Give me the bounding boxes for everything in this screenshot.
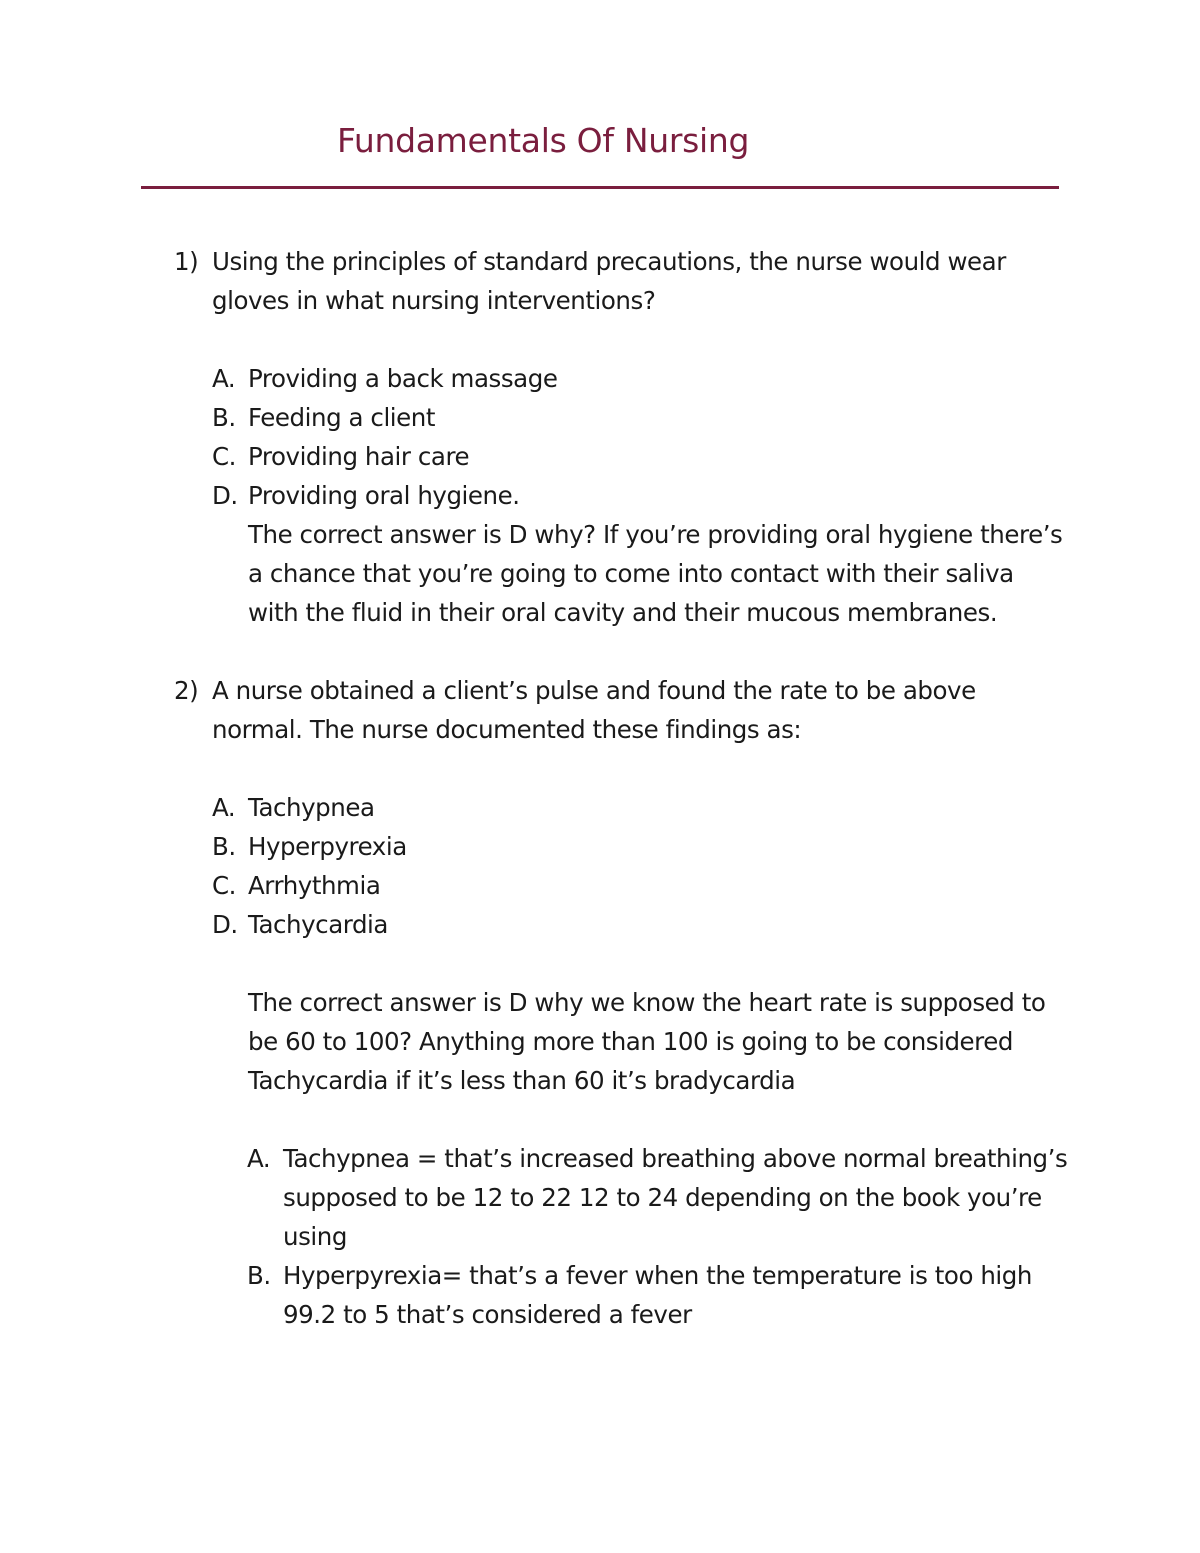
option-text: Feeding a client	[248, 403, 436, 432]
answer-explanation: The correct answer is D why? If you’re providing oral hygiene there’s a chance that you’re going to come into contact with their saliva with the fluid in their oral cavity and their mucous membranes.	[248, 520, 1063, 627]
question-text: A nurse obtained a client’s pulse and found the rate to be above normal. The nurse documented these findings as:	[212, 676, 976, 744]
question-number: 1)	[174, 247, 199, 276]
option-text: Providing hair care	[248, 442, 470, 471]
option-letter: A.	[212, 793, 236, 822]
answer-explanation: The correct answer is D why we know the heart rate is supposed to be 60 to 100? Anything more than 100 is going to be considered Tachycardia if it’s less than 60 it’s bradycardia	[248, 988, 1046, 1095]
answer-option-d	[0, 905, 1048, 944]
answer-option-b	[0, 827, 1048, 866]
note-text: Tachypnea = that’s increased breathing above normal breathing’s supposed to be 12 to 22 12 to 24 depending on the book you’re using	[283, 1144, 1068, 1251]
option-letter: A.	[212, 364, 236, 393]
option-letter: C.	[212, 442, 236, 471]
option-letter: B.	[212, 403, 236, 432]
option-note-b	[0, 1256, 1073, 1334]
note-letter: B.	[247, 1261, 271, 1290]
question-number: 2)	[174, 676, 199, 705]
note-text: Hyperpyrexia= that’s a fever when the temperature is too high 99.2 to 5 that’s considered a fever	[283, 1261, 1032, 1329]
option-text: Providing a back massage	[248, 364, 558, 393]
title-divider	[141, 186, 1059, 189]
answer-options	[0, 359, 1200, 515]
answer-option-a	[0, 359, 1048, 398]
answer-option-d	[0, 476, 1048, 515]
answer-option-c	[0, 866, 1048, 905]
option-letter: D.	[212, 910, 238, 939]
page-title: Fundamentals Of Nursing	[337, 121, 750, 160]
option-letter: C.	[212, 871, 236, 900]
answer-options	[0, 788, 1200, 944]
document-body	[0, 242, 1200, 1334]
option-letter: B.	[212, 832, 236, 861]
answer-option-c	[0, 437, 1048, 476]
option-text: Tachycardia	[248, 910, 388, 939]
option-letter: D.	[212, 481, 238, 510]
option-notes	[0, 1139, 1200, 1334]
question-1	[0, 242, 1200, 320]
option-text: Arrhythmia	[248, 871, 381, 900]
question-2	[0, 671, 1200, 749]
option-text: Hyperpyrexia	[248, 832, 407, 861]
note-letter: A.	[247, 1144, 271, 1173]
option-text: Providing oral hygiene.	[248, 481, 520, 510]
option-text: Tachypnea	[248, 793, 375, 822]
answer-option-b	[0, 398, 1048, 437]
answer-option-a	[0, 788, 1048, 827]
question-text: Using the principles of standard precautions, the nurse would wear gloves in what nursing interventions?	[212, 247, 1006, 315]
option-note-a	[0, 1139, 1073, 1256]
